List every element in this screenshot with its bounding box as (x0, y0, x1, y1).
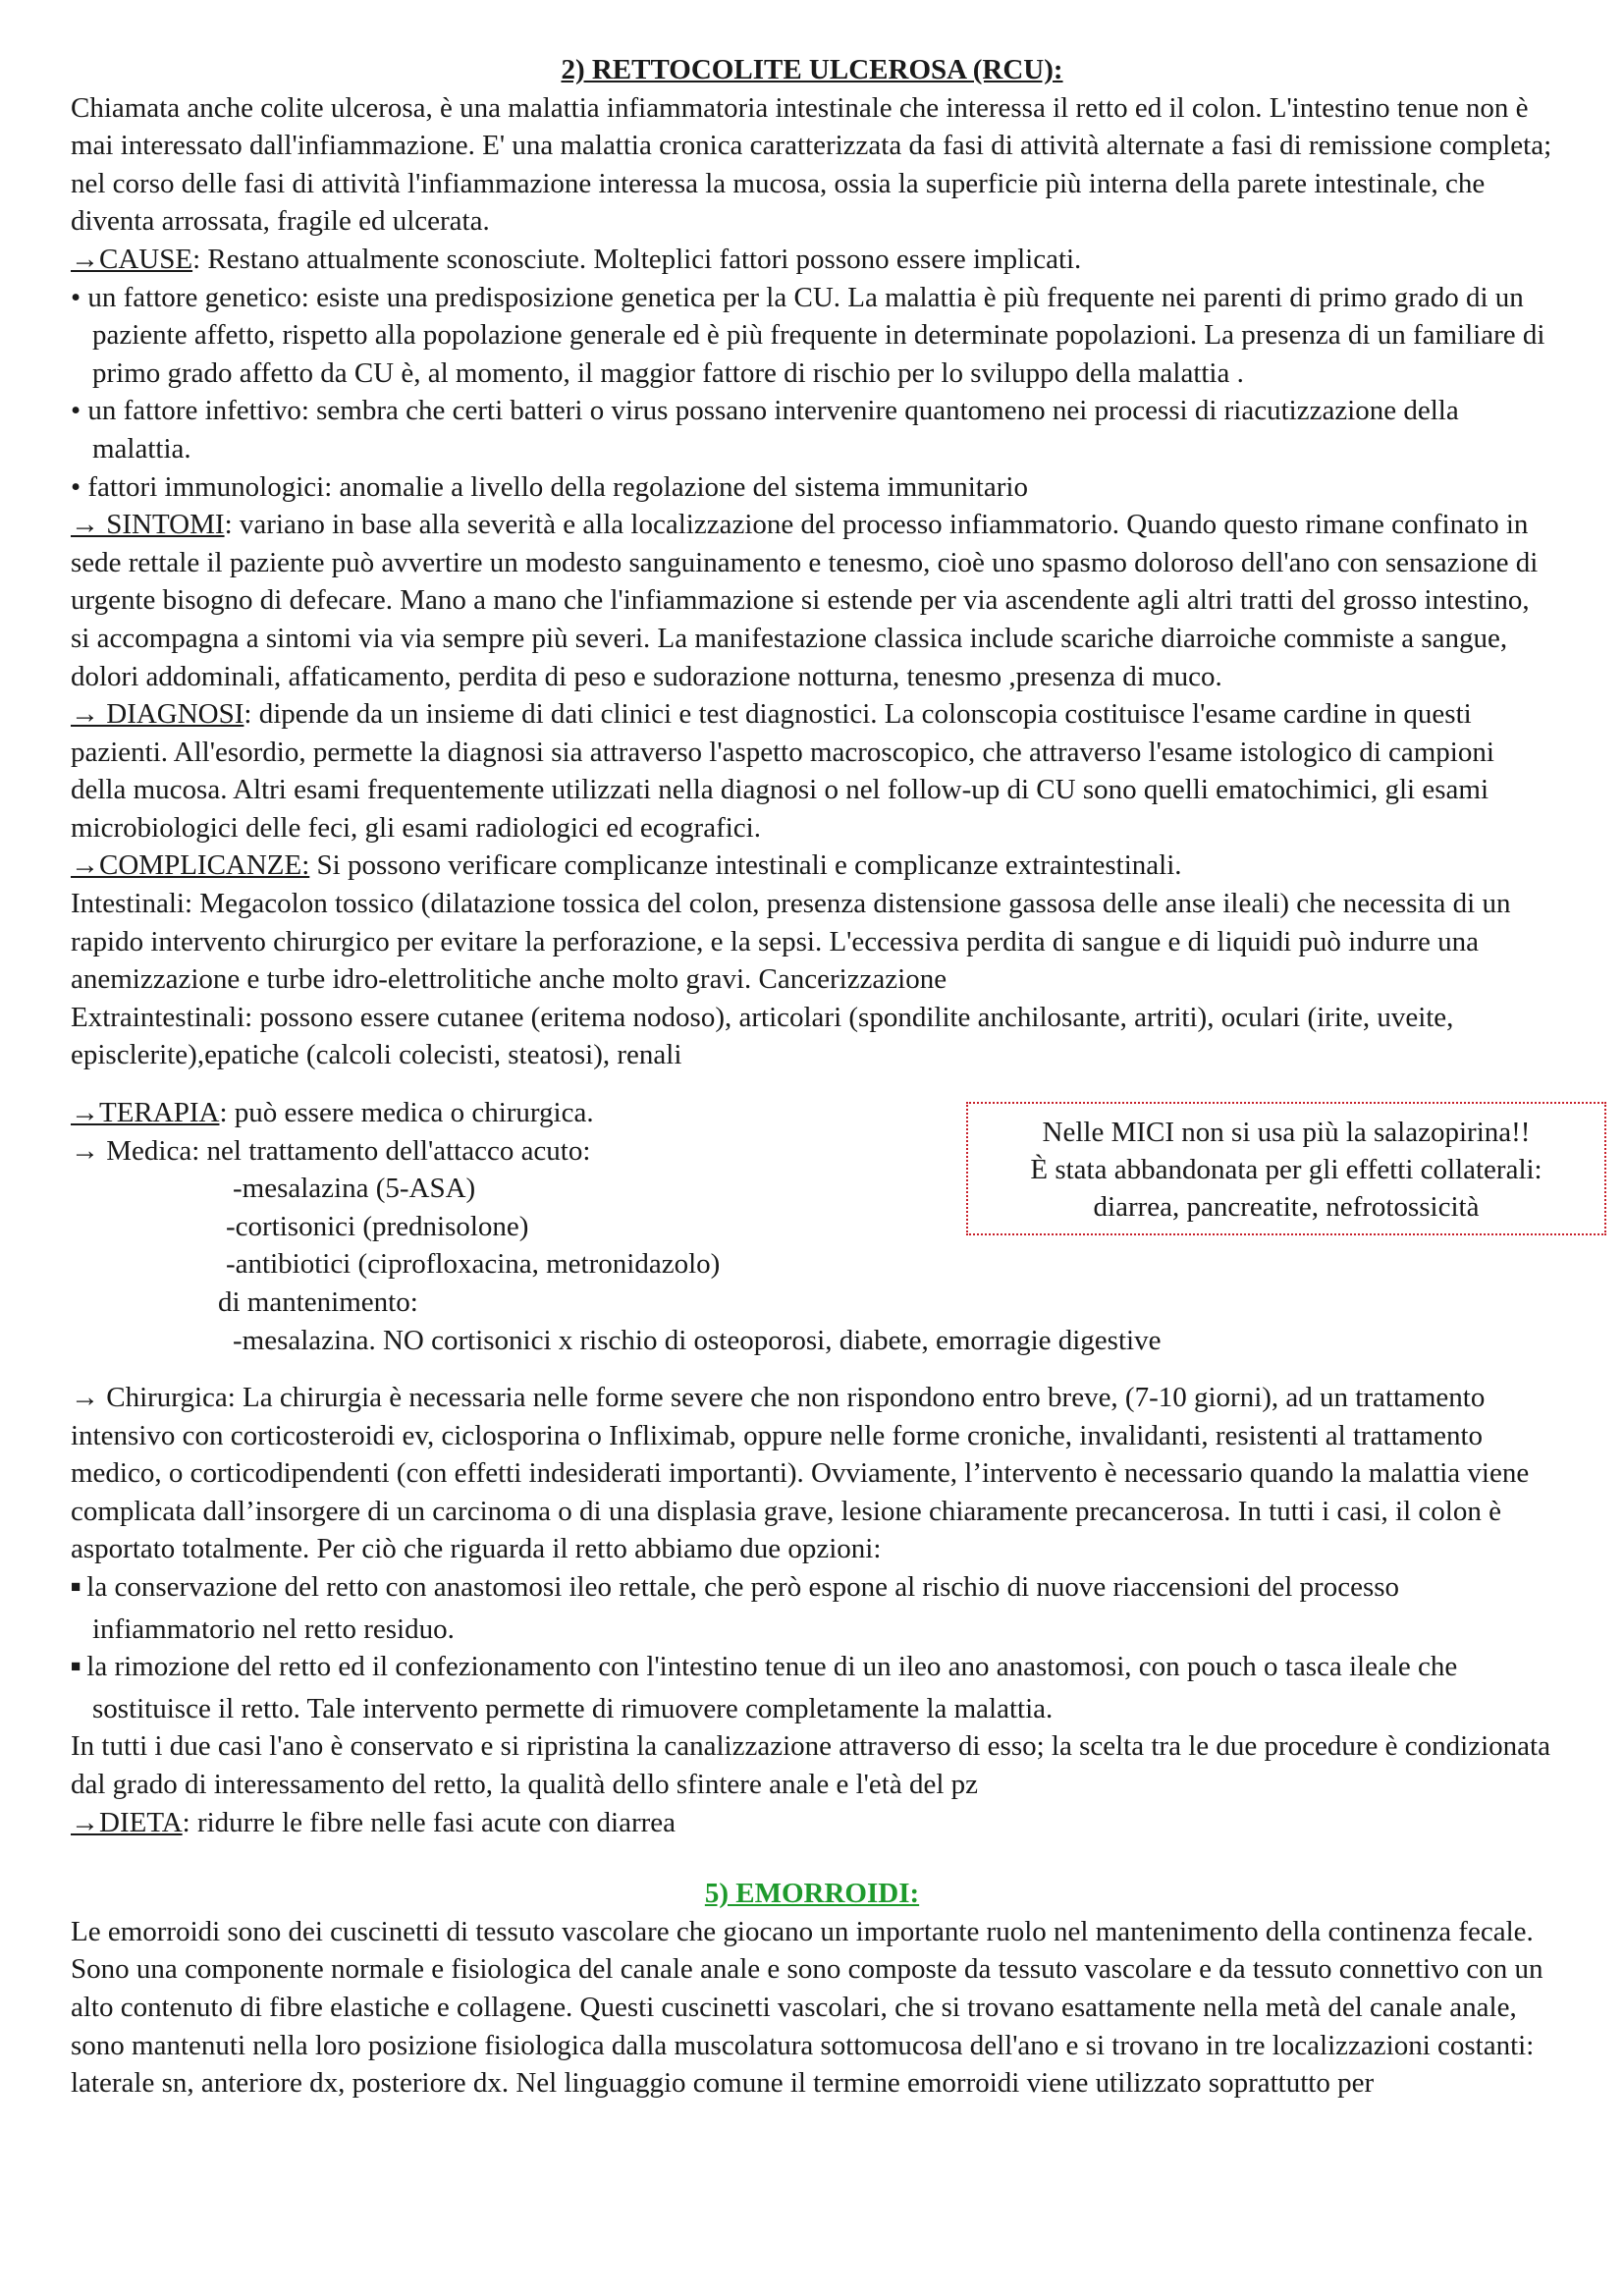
emorroidi-text: Le emorroidi sono dei cuscinetti di tessuto vascolare che giocano un importante ruolo nel mantenimento della continenza fecale. Sono una componente normale e fisiologica del canale anale e sono composte da tessuto vascolare e da tessuto connettivo con un alto contenuto di fibre elastiche e collagene. Questi cuscinetti vascolari, che si trovano esattamente nella metà del canale anale, sono mantenuti nella loro posizione fisiologica dalla muscolatura sottomucosa dell'ano e si trovano in tre localizzazioni costanti: laterale sn, anteriore dx, posteriore dx. Nel linguaggio comune il termine emorroidi viene utilizzato soprattutto per (71, 1915, 1543, 2100)
complicanze-text: Si possono verificare complicanze intestinali e complicanze extraintestinali. (309, 849, 1182, 882)
cause-paragraph (71, 241, 1553, 279)
section-title-rcu: 2) RETTOCOLITE ULCEROSA (RCU): (561, 54, 1063, 85)
diagnosi-heading: → DIAGNOSI (71, 698, 244, 731)
section-title-emorroidi: 5) EMORROIDI: (704, 1878, 920, 1910)
sintomi-text: : variano in base alla severità e alla localizzazione del processo infiammatorio. Quando questo rimane confinato in sede rettale il paziente può avvertire un modesto sanguinamento e tenesmo, cioè uno spasmo doloroso dell'ano con sensazione di urgente bisogno di defecare. Mano a mano che l'infiammazione si estende per via ascendente agli altri tratti del grosso intestino, si accompagna a sintomi via via sempre più severi. La manifestazione classica include scariche diarroiche commiste a sangue, dolori addominali, affaticamento, perdita di peso e sudorazione notturna, tenesmo ,presenza di muco. (71, 509, 1539, 692)
note-line: È stata abbandonata per gli effetti collaterali: (1030, 1154, 1543, 1186)
salazopirina-note-box (966, 1102, 1606, 1235)
med-item-cortisonici: -cortisonici (prednisolone) (226, 1210, 529, 1242)
terapia-medica: → Medica: nel trattamento dell'attacco acuto: (71, 1134, 591, 1167)
complicanze-heading: →COMPLICANZE: (71, 849, 310, 882)
cause-bullet-immunologic: • fattori immunologici: anomalie a livello della regolazione del sistema immunitario (71, 470, 1028, 503)
dieta-heading: →DIETA (71, 1806, 183, 1838)
option-rimozione (71, 1648, 1553, 1727)
square-bullet-icon: ■ (71, 1657, 81, 1676)
mant-item-mesalazina: -mesalazina. NO cortisonici x rischio di osteoporosi, diabete, emorragie digestive (233, 1324, 1162, 1356)
terapia-chirurgica: → Chirurgica: La chirurgia è necessaria nelle forme severe che non rispondono entro breve, (7-10 giorni), ad un trattamento intensivo con corticosteroidi ev, ciclosporina o Infliximab, oppure nelle forme croniche, invalidanti, resistenti al trattamento medico, o corticodipendenti (con effetti indesiderati importanti). Ovviamente, l’intervento è necessario quando la malattia viene complicata dall’insorgere di un carcinoma o di una displasia grave, lesione chiaramente precancerosa. In tutti i casi, il colon è asportato totalmente. Per ciò che riguarda il retto abbiamo due opzioni: (71, 1382, 1530, 1565)
rcu-intro: Chiamata anche colite ulcerosa, è una malattia infiammatoria intestinale che interessa il retto ed il colon. L'intestino tenue non è mai interessato dall'infiammazione. E' una malattia cronica caratterizzata da fasi di attività alternate a fasi di remissione completa; nel corso delle fasi di attività l'infiammazione interessa la mucosa, ossia la superficie più interna della parete intestinale, che diventa arrossata, fragile ed ulcerata. (71, 91, 1552, 238)
option-text: la conservazione del retto con anastomosi ileo rettale, che però espone al rischio di nuove riaccensioni del processo infiammatorio nel retto residuo. (86, 1571, 1400, 1645)
complicanze-paragraph (71, 847, 1553, 885)
chirurgia-conclusion: In tutti i due casi l'ano è conservato e si ripristina la canalizzazione attraverso di esso; la scelta tra le due procedure è condizionata dal grado di interessamento del retto, la qualità dello sfintere anale e l'età del pz (71, 1730, 1550, 1800)
med-item-mesalazina: -mesalazina (5-ASA) (233, 1173, 476, 1205)
diagnosi-text: : dipende da un insieme di dati clinici e test diagnostici. La colonscopia costituisce l'esame cardine in questi pazienti. All'esordio, permette la diagnosi sia attraverso l'aspetto macroscopico, che attraverso l'esame istologico di campioni della mucosa. Altri esami frequentemente utilizzati nella diagnosi o nel follow-up di CU sono quelli ematochimici, gli esami microbiologici delle feci, gli esami radiologici ed ecografici. (71, 698, 1494, 844)
sintomi-paragraph (71, 506, 1553, 695)
terapia-heading: →TERAPIA (71, 1097, 220, 1129)
option-text: la rimozione del retto ed il confezionamento con l'intestino tenue di un ileo ano anastomosi, con pouch o tasca ileale che sostituisce il retto. Tale intervento permette di rimuovere completamente la malattia. (86, 1651, 1458, 1724)
dieta-paragraph (71, 1804, 1553, 1842)
mantenimento-label: di mantenimento: (218, 1286, 418, 1318)
diagnosi-paragraph (71, 695, 1553, 847)
terapia-text: : può essere medica o chirurgica. (219, 1097, 594, 1129)
complicanze-intestinali: Intestinali: Megacolon tossico (dilatazione tossica del colon, presenza distensione gassosa delle anse ileali) che necessita di un rapido intervento chirurgico per evitare la perforazione, e la sepsi. L'eccessiva perdita di sangue e di liquidi può indurre una anemizzazione e turbe idro-elettrolitiche anche molto gravi. Cancerizzazione (71, 888, 1511, 996)
cause-text: : Restano attualmente sconosciute. Molteplici fattori possono essere implicati. (192, 243, 1082, 275)
terapia-block (71, 1094, 1553, 1367)
note-line: Nelle MICI non si usa più la salazopirina!! (1042, 1117, 1531, 1149)
dieta-text: : ridurre le fibre nelle fasi acute con diarrea (182, 1806, 677, 1838)
complicanze-extraintestinali: Extraintestinali: possono essere cutanee (eritema nodoso), articolari (spondilite anchilosante, artriti), oculari (irite, uveite, episclerite),epatiche (calcoli colecisti, steatosi), renali (71, 1001, 1454, 1071)
document-page (71, 51, 1553, 2103)
cause-bullet-infective: • un fattore infettivo: sembra che certi batteri o virus possano intervenire quantomeno nei processi di riacutizzazione della malattia. (71, 395, 1459, 465)
square-bullet-icon: ■ (71, 1577, 81, 1596)
cause-heading: →CAUSE (71, 243, 193, 275)
option-conservazione (71, 1568, 1553, 1648)
med-item-antibiotici: -antibiotici (ciprofloxacina, metronidazolo) (226, 1248, 721, 1281)
note-line: diarrea, pancreatite, nefrotossicità (1093, 1191, 1480, 1224)
sintomi-heading: → SINTOMI (71, 509, 225, 541)
cause-bullet-genetic: • un fattore genetico: esiste una predisposizione genetica per la CU. La malattia è più frequente nei parenti di primo grado di un paziente affetto, rispetto alla popolazione generale ed è più frequente in determinate popolazioni. La presenza di un familiare di primo grado affetto da CU è, al momento, il maggior fattore di rischio per lo sviluppo della malattia . (71, 281, 1545, 389)
